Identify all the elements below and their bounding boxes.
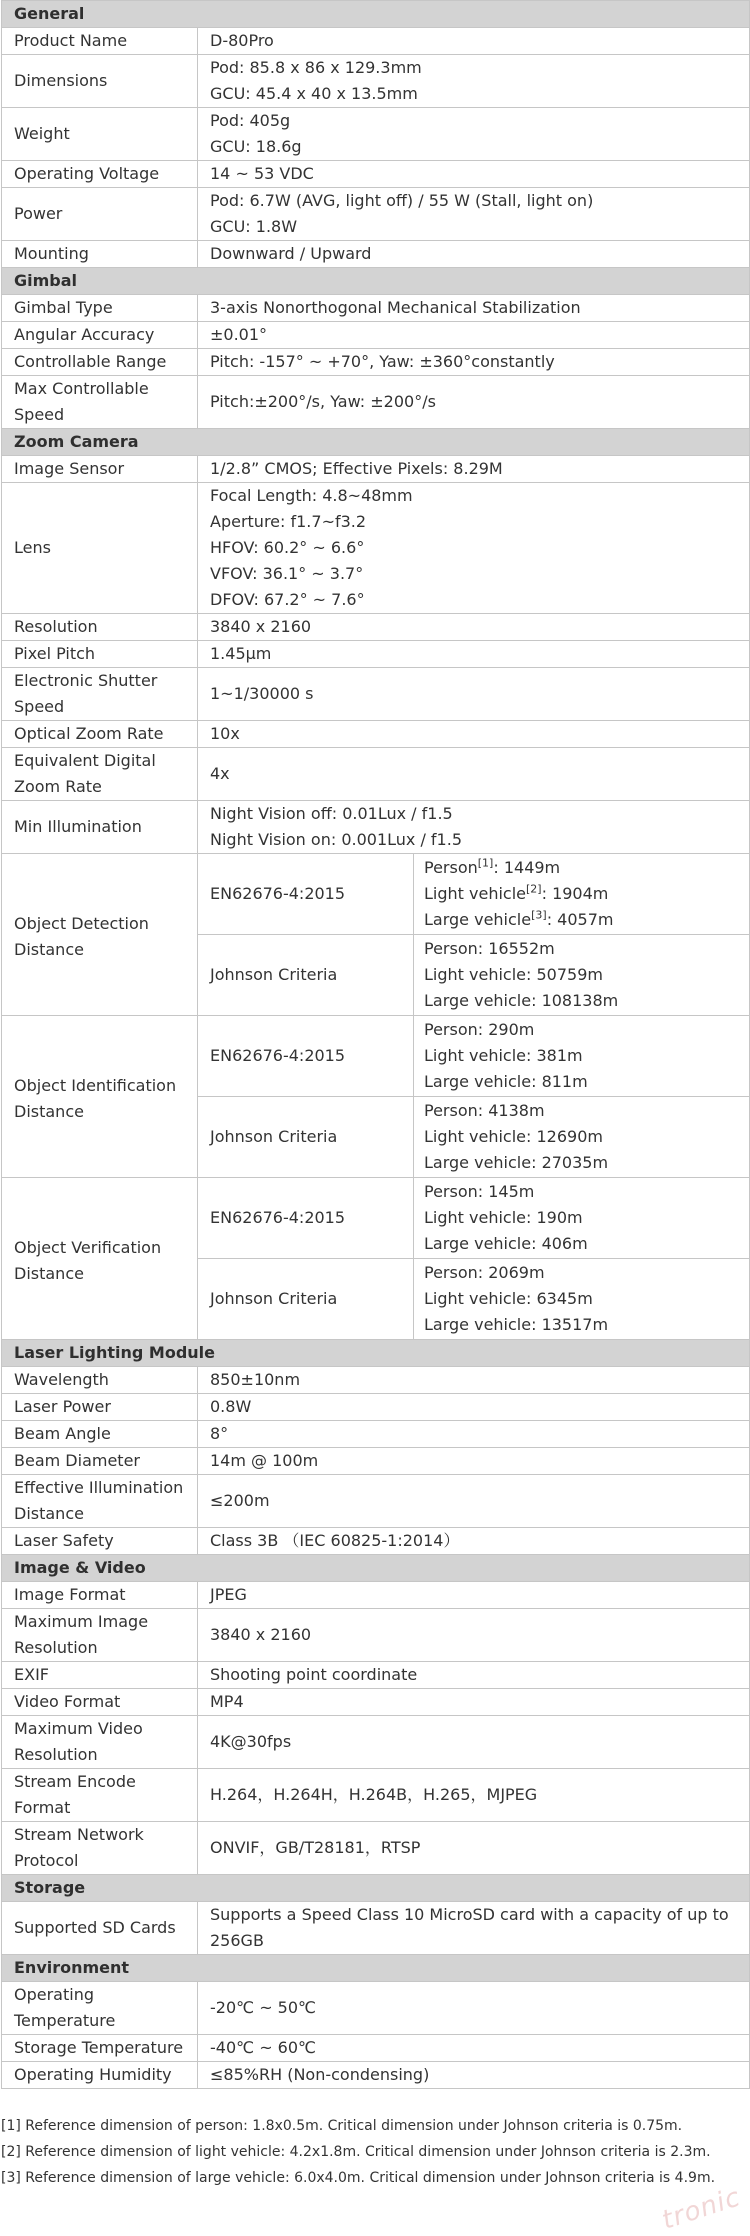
distance-item-value: : 1904m [541,884,609,903]
distance-item-text: Light vehicle: 6345m [424,1289,593,1308]
spec-value [198,1421,750,1448]
value-line: -20℃ ~ 50℃ [210,1998,317,2017]
distance-item-text: Person: 290m [424,1020,535,1039]
value-line: D-80Pro [210,31,274,50]
value-line: -40℃ ~ 60℃ [210,2038,317,2057]
spec-value [198,1902,750,1955]
footnotes [1,2113,741,2191]
distance-item-text: Person: 16552m [424,939,555,958]
spec-label: Effective Illumination Distance [2,1475,198,1528]
footnote: [3] Reference dimension of large vehicle: 6.0x4.0m. Critical dimension under Johnson criteria is 4.9m. [1,2170,716,2186]
spec-row [2,1448,750,1475]
spec-table [1,0,750,2089]
spec-row [2,1662,750,1689]
spec-label: Power [2,188,198,241]
distance-item-text: Light vehicle: 381m [424,1046,583,1065]
spec-row [2,1716,750,1769]
section-title: Gimbal [2,268,750,295]
distance-item-text: Large vehicle: 811m [424,1072,588,1091]
spec-value [198,161,750,188]
value-line: JPEG [210,1585,247,1604]
footnote-ref: [1] [477,856,494,870]
section-header [2,1340,750,1367]
spec-row [2,1475,750,1528]
spec-row [2,1822,750,1875]
section-title: Image & Video [2,1555,750,1582]
distance-item [424,1124,745,1150]
value-line: Pod: 6.7W (AVG, light off) / 55 W (Stall, light on) [210,191,594,210]
spec-label: Resolution [2,614,198,641]
distance-item-value: : 1449m [493,858,561,877]
spec-value [198,1662,750,1689]
spec-row [2,1769,750,1822]
spec-label: Operating Temperature [2,1982,198,2035]
distance-row [2,1016,750,1097]
spec-label: Stream Network Protocol [2,1822,198,1875]
distance-row [2,854,750,935]
spec-label: Image Sensor [2,456,198,483]
spec-row [2,108,750,161]
distance-label: Object Verification Distance [2,1178,198,1340]
spec-label: Storage Temperature [2,2035,198,2062]
distance-item [424,855,745,881]
spec-row [2,748,750,801]
spec-row [2,1528,750,1555]
distance-item-text: Person: 4138m [424,1101,545,1120]
distance-item-text: Large vehicle: 13517m [424,1315,609,1334]
distance-item [424,907,745,933]
section-header [2,429,750,456]
spec-label: Wavelength [2,1367,198,1394]
spec-value [198,349,750,376]
spec-row [2,1982,750,2035]
spec-value [198,1367,750,1394]
spec-label: Lens [2,483,198,614]
spec-row [2,376,750,429]
value-line: 1~1/30000 s [210,684,314,703]
value-line: 1.45μm [210,644,272,663]
value-line: 8° [210,1424,229,1443]
spec-label: Laser Power [2,1394,198,1421]
spec-label: Min Illumination [2,801,198,854]
distance-item [424,1098,745,1124]
distance-item [424,1286,745,1312]
value-line: 4x [210,764,230,783]
value-line: DFOV: 67.2° ~ 7.6° [210,590,365,609]
distance-item-text: Person: 145m [424,1182,535,1201]
spec-value [198,2035,750,2062]
spec-row [2,456,750,483]
spec-row [2,1609,750,1662]
distance-item [424,1069,745,1095]
spec-value [198,748,750,801]
section-title: Storage [2,1875,750,1902]
spec-label: Optical Zoom Rate [2,721,198,748]
spec-value [198,322,750,349]
value-line: Pod: 85.8 x 86 x 129.3mm [210,58,422,77]
value-line: Pod: 405g [210,111,291,130]
spec-row [2,1394,750,1421]
spec-row [2,55,750,108]
distance-label: Object Detection Distance [2,854,198,1016]
spec-label: Equivalent Digital Zoom Rate [2,748,198,801]
spec-row [2,349,750,376]
value-line: 4K@30fps [210,1732,292,1751]
value-line: Class 3B （IEC 60825-1:2014） [210,1531,460,1550]
value-line: 3840 x 2160 [210,617,312,636]
spec-value [198,2062,750,2089]
spec-row [2,641,750,668]
distance-item-text: Light vehicle [424,884,526,903]
value-line: 0.8W [210,1397,252,1416]
value-line: Night Vision on: 0.001Lux / f1.5 [210,830,462,849]
value-line: 1/2.8” CMOS; Effective Pixels: 8.29M [210,459,503,478]
distance-values [414,1178,750,1259]
value-line: Aperture: f1.7~f3.2 [210,512,367,531]
distance-item [424,1231,745,1257]
spec-value [198,1982,750,2035]
value-line: 850±10nm [210,1370,301,1389]
spec-value [198,1448,750,1475]
distance-values [414,854,750,935]
value-line: ONVIF，GB/T28181，RTSP [210,1838,421,1857]
spec-row [2,483,750,614]
spec-value [198,614,750,641]
distance-item-text: Large vehicle: 406m [424,1234,588,1253]
distance-item-text: Light vehicle: 12690m [424,1127,603,1146]
spec-label: Beam Diameter [2,1448,198,1475]
value-line: Focal Length: 4.8~48mm [210,486,413,505]
spec-label: Product Name [2,28,198,55]
spec-row [2,2062,750,2089]
distance-standard: EN62676-4:2015 [198,1016,414,1097]
spec-value [198,641,750,668]
value-line: Pitch: -157° ~ +70°, Yaw: ±360°constantly [210,352,555,371]
spec-row [2,1582,750,1609]
spec-value [198,668,750,721]
section-header [2,1555,750,1582]
value-line: 3840 x 2160 [210,1625,312,1644]
value-line: 14m @ 100m [210,1451,319,1470]
distance-item-value: : 4057m [546,910,614,929]
distance-item [424,1260,745,1286]
spec-value [198,376,750,429]
spec-value [198,28,750,55]
spec-label: Weight [2,108,198,161]
spec-value [198,295,750,322]
distance-item-text: Light vehicle: 190m [424,1208,583,1227]
value-line: Shooting point coordinate [210,1665,418,1684]
distance-item [424,936,745,962]
distance-label: Object Identification Distance [2,1016,198,1178]
value-line: GCU: 1.8W [210,217,298,236]
distance-item [424,1043,745,1069]
spec-value [198,483,750,614]
value-line: 3-axis Nonorthogonal Mechanical Stabilization [210,298,581,317]
spec-value [198,188,750,241]
spec-value [198,1394,750,1421]
spec-row [2,322,750,349]
spec-row [2,801,750,854]
value-line: Night Vision off: 0.01Lux / f1.5 [210,804,453,823]
distance-item [424,1017,745,1043]
value-line: H.264，H.264H，H.264B，H.265，MJPEG [210,1785,538,1804]
spec-value [198,1822,750,1875]
distance-standard: Johnson Criteria [198,1259,414,1340]
section-title: Laser Lighting Module [2,1340,750,1367]
spec-value [198,1609,750,1662]
spec-label: Supported SD Cards [2,1902,198,1955]
spec-label: Gimbal Type [2,295,198,322]
spec-label: Laser Safety [2,1528,198,1555]
value-line: GCU: 18.6g [210,137,302,156]
section-title: Environment [2,1955,750,1982]
spec-label: Mounting [2,241,198,268]
distance-item [424,1312,745,1338]
distance-standard: Johnson Criteria [198,935,414,1016]
distance-standard: Johnson Criteria [198,1097,414,1178]
spec-value [198,55,750,108]
spec-label: Dimensions [2,55,198,108]
spec-label: Maximum Image Resolution [2,1609,198,1662]
value-line: GCU: 45.4 x 40 x 13.5mm [210,84,418,103]
spec-row [2,721,750,748]
distance-item-text: Large vehicle: 27035m [424,1153,609,1172]
value-line: MP4 [210,1692,244,1711]
spec-row [2,295,750,322]
value-line: VFOV: 36.1° ~ 3.7° [210,564,364,583]
value-line: ≤200m [210,1491,270,1510]
spec-row [2,668,750,721]
spec-table-body [2,1,750,2089]
distance-item [424,988,745,1014]
spec-row [2,614,750,641]
section-title: Zoom Camera [2,429,750,456]
spec-row [2,241,750,268]
watermark-logo: tronic [658,2182,745,2236]
spec-label: Angular Accuracy [2,322,198,349]
spec-label: Maximum Video Resolution [2,1716,198,1769]
distance-values [414,935,750,1016]
section-header [2,268,750,295]
spec-value [198,1689,750,1716]
distance-item-text: Person: 2069m [424,1263,545,1282]
footnote-ref: [2] [526,882,542,896]
distance-standard: EN62676-4:2015 [198,1178,414,1259]
section-title: General [2,1,750,28]
spec-row [2,1421,750,1448]
distance-standard: EN62676-4:2015 [198,854,414,935]
spec-value [198,721,750,748]
value-line: ≤85%RH (Non-condensing) [210,2065,430,2084]
section-header [2,1875,750,1902]
footnote: [1] Reference dimension of person: 1.8x0.5m. Critical dimension under Johnson criteria is 0.75m. [1,2118,683,2134]
distance-item [424,1150,745,1176]
spec-label: EXIF [2,1662,198,1689]
spec-value [198,801,750,854]
distance-values [414,1016,750,1097]
spec-value [198,456,750,483]
spec-row [2,1689,750,1716]
spec-label: Image Format [2,1582,198,1609]
distance-item [424,1205,745,1231]
spec-label: Max Controllable Speed [2,376,198,429]
distance-item-text: Person [424,858,478,877]
footnote-ref: [3] [531,908,547,922]
spec-value [198,1769,750,1822]
spec-label: Electronic Shutter Speed [2,668,198,721]
distance-row [2,1178,750,1259]
spec-value [198,241,750,268]
spec-label: Video Format [2,1689,198,1716]
footnote: [2] Reference dimension of light vehicle: 4.2x1.8m. Critical dimension under Johnson criteria is 2.3m. [1,2144,711,2160]
spec-value [198,1475,750,1528]
distance-item-text: Large vehicle [424,910,532,929]
spec-row [2,161,750,188]
value-line: Pitch:±200°/s, Yaw: ±200°/s [210,392,436,411]
spec-value [198,108,750,161]
spec-label: Controllable Range [2,349,198,376]
distance-item [424,1179,745,1205]
value-line: 10x [210,724,240,743]
spec-label: Beam Angle [2,1421,198,1448]
spec-row [2,1902,750,1955]
spec-row [2,1367,750,1394]
spec-label: Stream Encode Format [2,1769,198,1822]
distance-item-text: Large vehicle: 108138m [424,991,619,1010]
value-line: Supports a Speed Class 10 MicroSD card with a capacity of up to 256GB [210,1905,729,1950]
value-line: ±0.01° [210,325,268,344]
distance-item-text: Light vehicle: 50759m [424,965,603,984]
spec-value [198,1528,750,1555]
spec-row [2,28,750,55]
spec-value [198,1716,750,1769]
distance-item [424,962,745,988]
value-line: 14 ~ 53 VDC [210,164,314,183]
spec-value [198,1582,750,1609]
spec-label: Pixel Pitch [2,641,198,668]
section-header [2,1,750,28]
spec-label: Operating Voltage [2,161,198,188]
distance-values [414,1097,750,1178]
distance-values [414,1259,750,1340]
spec-row [2,188,750,241]
value-line: Downward / Upward [210,244,372,263]
section-header [2,1955,750,1982]
distance-item [424,881,745,907]
spec-label: Operating Humidity [2,2062,198,2089]
spec-row [2,2035,750,2062]
value-line: HFOV: 60.2° ~ 6.6° [210,538,365,557]
